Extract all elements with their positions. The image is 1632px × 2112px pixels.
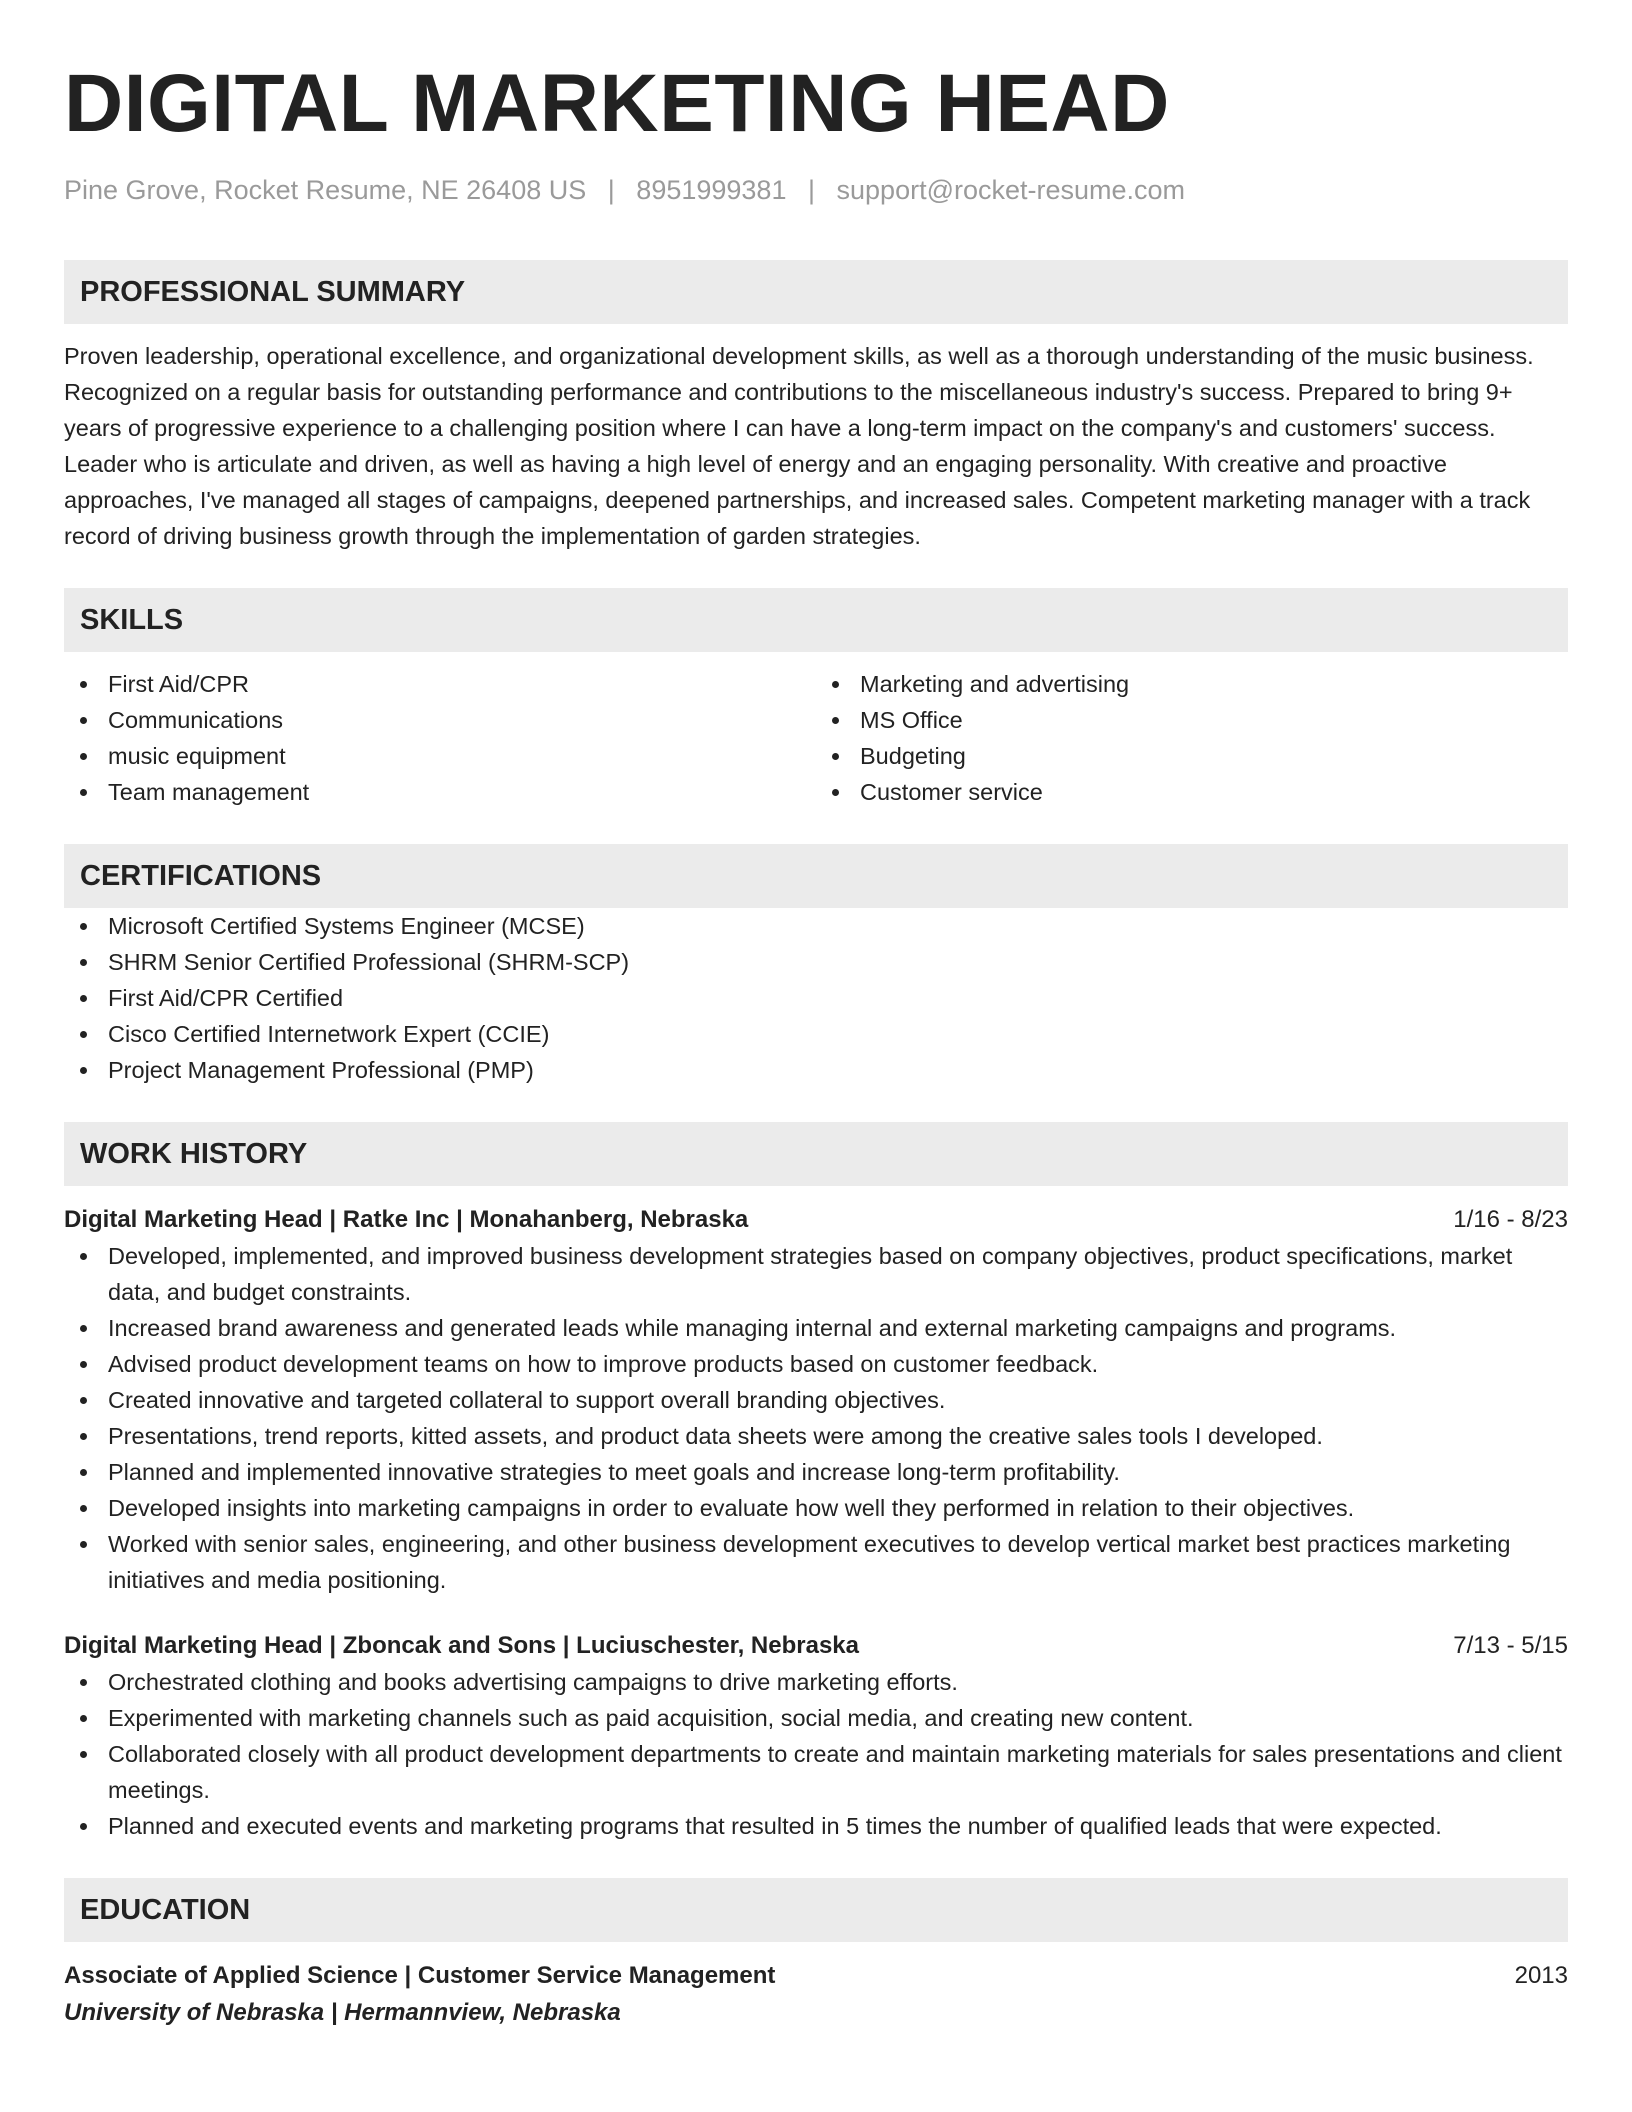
job-bullet: Experimented with marketing channels such as paid acquisition, social media, and creating new content. <box>64 1700 1568 1736</box>
skill-item: music equipment <box>64 738 816 774</box>
job-bullet: Planned and executed events and marketing programs that resulted in 5 times the number of qualified leads that were expected. <box>64 1808 1568 1844</box>
job-bullet: Worked with senior sales, engineering, and other business development executives to develop vertical market best practices marketing initiatives and media positioning. <box>64 1526 1568 1598</box>
section-header-summary: PROFESSIONAL SUMMARY <box>64 260 1568 324</box>
resume-name: DIGITAL MARKETING HEAD <box>64 58 1170 149</box>
contact-separator: | <box>807 175 815 205</box>
job-title: Digital Marketing Head | Zboncak and Sons | Luciuschester, Nebraska <box>64 1632 859 1659</box>
section-header-work-history: WORK HISTORY <box>64 1122 1568 1186</box>
job-bullet: Collaborated closely with all product development departments to create and maintain marketing materials for sales presentations and client meetings. <box>64 1736 1568 1808</box>
job-bullet: Created innovative and targeted collateral to support overall branding objectives. <box>64 1382 1568 1418</box>
skills-grid <box>64 666 1568 810</box>
job-bullet: Advised product development teams on how to improve products based on customer feedback. <box>64 1346 1568 1382</box>
education-school: University of Nebraska | Hermannview, Nebraska <box>64 1999 621 2026</box>
job-title: Digital Marketing Head | Ratke Inc | Monahanberg, Nebraska <box>64 1206 749 1233</box>
contact-phone: 8951999381 <box>636 175 787 205</box>
contact-separator: | <box>607 175 615 205</box>
certifications-list <box>64 908 1568 1088</box>
certification-item: SHRM Senior Certified Professional (SHRM-SCP) <box>64 944 1568 980</box>
certification-item: Cisco Certified Internetwork Expert (CCIE) <box>64 1016 1568 1052</box>
job-heading-row <box>64 1628 1568 1664</box>
skill-item: Communications <box>64 702 816 738</box>
job-bullet: Developed insights into marketing campaigns in order to evaluate how well they performed in relation to their objectives. <box>64 1490 1568 1526</box>
skill-item: MS Office <box>816 702 1568 738</box>
education-heading-row <box>64 1958 1568 1994</box>
skill-item: Budgeting <box>816 738 1568 774</box>
skill-item: Customer service <box>816 774 1568 810</box>
job-bullet: Developed, implemented, and improved business development strategies based on company objectives, product specifications, market data, and budget constraints. <box>64 1238 1568 1310</box>
summary-text: Proven leadership, operational excellence, and organizational development skills, as well as a thorough understanding of the music business. Recognized on a regular basis for outstanding performance and contributions to the miscellaneous industry's success. Prepared to bring 9+ years of progressive experience to a challenging position where I can have a long-term impact on the company's and customers' success. Leader who is articulate and driven, as well as having a high level of energy and an engaging personality. With creative and proactive approaches, I've managed all stages of campaigns, deepened partnerships, and increased sales. Competent marketing manager with a track record of driving business growth through the implementation of garden strategies. <box>64 343 1534 549</box>
job-dates: 1/16 - 8/23 <box>1453 1206 1568 1233</box>
skill-item: Marketing and advertising <box>816 666 1568 702</box>
job-dates: 7/13 - 5/15 <box>1453 1632 1568 1659</box>
section-header-skills: SKILLS <box>64 588 1568 652</box>
job-bullet: Increased brand awareness and generated leads while managing internal and external marketing campaigns and programs. <box>64 1310 1568 1346</box>
job-entry <box>64 1628 1568 1844</box>
skills-column-right <box>816 666 1568 810</box>
contact-line <box>64 172 1568 208</box>
skill-item: Team management <box>64 774 816 810</box>
job-bullet: Presentations, trend reports, kitted assets, and product data sheets were among the creative sales tools I developed. <box>64 1418 1568 1454</box>
education-degree: Associate of Applied Science | Customer Service Management <box>64 1962 776 1989</box>
certification-item: Project Management Professional (PMP) <box>64 1052 1568 1088</box>
certification-item: First Aid/CPR Certified <box>64 980 1568 1016</box>
certification-item: Microsoft Certified Systems Engineer (MCSE) <box>64 908 1568 944</box>
job-heading-row <box>64 1202 1568 1238</box>
job-bullet: Planned and implemented innovative strategies to meet goals and increase long-term profitability. <box>64 1454 1568 1490</box>
skills-column-left <box>64 666 816 810</box>
job-entry <box>64 1202 1568 1598</box>
job-bullets <box>64 1664 1568 1844</box>
contact-email: support@rocket-resume.com <box>836 175 1186 205</box>
education-year: 2013 <box>1514 1962 1568 1989</box>
job-bullet: Orchestrated clothing and books advertising campaigns to drive marketing efforts. <box>64 1664 1568 1700</box>
section-header-education: EDUCATION <box>64 1878 1568 1942</box>
job-bullets <box>64 1238 1568 1598</box>
contact-address: Pine Grove, Rocket Resume, NE 26408 US <box>64 175 587 205</box>
section-header-certifications: CERTIFICATIONS <box>64 844 1568 908</box>
skill-item: First Aid/CPR <box>64 666 816 702</box>
